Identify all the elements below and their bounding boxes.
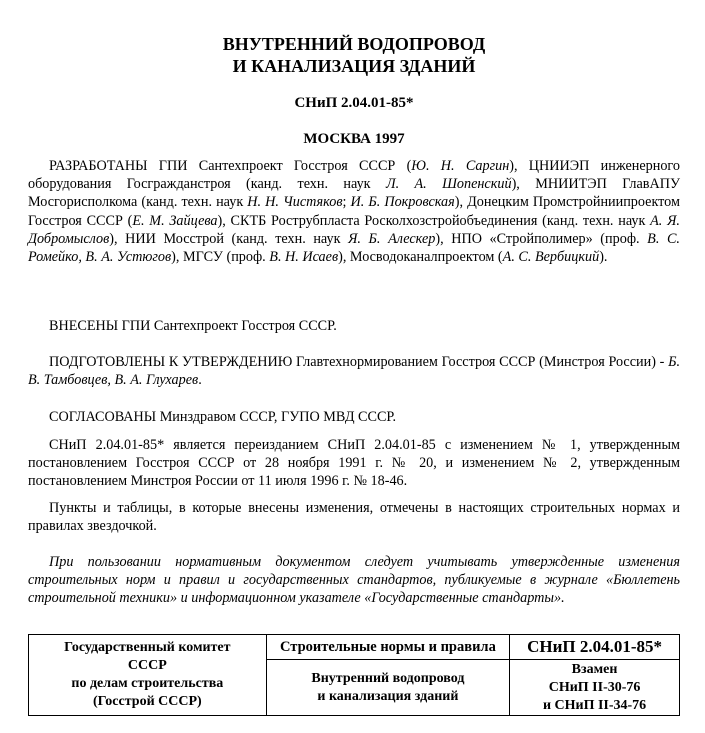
norms-title-cell: Строительные нормы и правила xyxy=(266,635,509,660)
usage-note-paragraph: При пользовании нормативным документом следует учитывать утвержденные изменения строительных норм и правил и государственных стандартов, публикуемые в журнале «Бюллетень строительной техники» и информационном указателе «Государственные стандарты». xyxy=(28,554,680,607)
document-title xyxy=(28,33,680,77)
title-line-1: ВНУТРЕННИЙ ВОДОПРОВОД xyxy=(222,34,486,54)
city-year: МОСКВА 1997 xyxy=(303,131,405,147)
introduced-paragraph: ВНЕСЕНЫ ГПИ Сантехпроект Госстроя СССР. xyxy=(49,318,337,334)
prepared-paragraph: ПОДГОТОВЛЕНЫ К УТВЕРЖДЕНИЮ Главтехнормированием Госстроя СССР (Минстроя России) - Б. В. Тамбовцев, В. А. Глухарев. xyxy=(28,354,680,389)
footer-table xyxy=(28,634,680,716)
reissue-paragraph: СНиП 2.04.01-85* является переизданием СНиП 2.04.01-85 с изменением № 1, утвержденным постановлением Госстроя СССР от 28 ноября 1991 г. № 20, и изменением № 2, утвержденным постановлением Минстроя России от 11 июля 1996 г. № 18-46. xyxy=(28,437,680,490)
agreed-paragraph: СОГЛАСОВАНЫ Минздравом СССР, ГУПО МВД СССР. xyxy=(49,409,397,425)
developers-paragraph: РАЗРАБОТАНЫ ГПИ Сантехпроект Госстроя СССР (Ю. Н. Саргин), ЦНИИЭП инженерного оборудования Госгражданстроя (канд. техн. наук Л. А. Шопенский), МНИИТЭП ГлавАПУ Мосгорисполкома (канд. техн. наук Н. Н. Чистяков; И. Б. Покровская), Донецким Промстройниипроектом Госстроя СССР (Е. М. Зайцева), СКТБ Рострубпласта Росколхозстройобъединения (канд. техн. наук А. Я. Добромыслов), НИИ Мосстрой (канд. техн. наук Я. Б. Алескер), НПО «Стройполимер» (проф. В. С. Ромейко, В. А. Устюгов), МГСУ (проф. В. Н. Исаев), Мосводоканалпроектом (А. С. Вербицкий). xyxy=(28,158,680,266)
doc-name-cell: Внутренний водопровод и канализация зданий xyxy=(266,660,509,716)
replaces-cell: Взамен СНиП II-30-76 и СНиП II-34-76 xyxy=(510,660,680,716)
committee-cell: Государственный комитет СССР по делам строительства (Госстрой СССР) xyxy=(29,635,267,716)
asterisk-note-paragraph: Пункты и таблицы, в которые внесены изменения, отмечены в настоящих строительных нормах и правилах звездочкой. xyxy=(28,500,680,535)
document-code: СНиП 2.04.01-85* xyxy=(294,95,414,111)
title-line-2: И КАНАЛИЗАЦИЯ ЗДАНИЙ xyxy=(232,56,476,76)
snip-code-cell: СНиП 2.04.01-85* xyxy=(510,635,680,660)
